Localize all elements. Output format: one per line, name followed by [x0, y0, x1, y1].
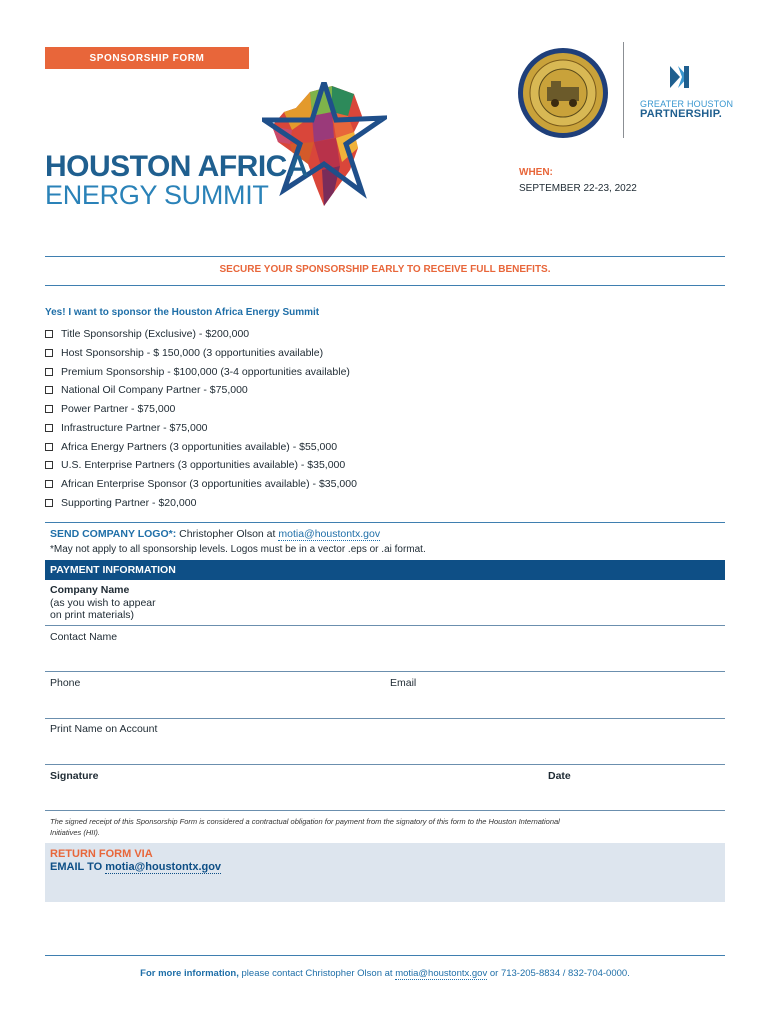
checkbox[interactable]	[45, 405, 53, 413]
return-heading: RETURN FORM VIA	[50, 848, 153, 860]
checkbox[interactable]	[45, 368, 53, 376]
footer-rule	[45, 955, 725, 956]
payment-heading: PAYMENT INFORMATION	[45, 560, 725, 580]
sponsorship-option[interactable]: Premium Sponsorship - $100,000 (3-4 opportunities available)	[45, 366, 350, 378]
phone-label: Phone	[50, 677, 81, 689]
event-title-line1: HOUSTON AFRICA	[45, 150, 308, 183]
date-label: Date	[548, 770, 571, 782]
return-email-line	[50, 861, 221, 873]
signature-label: Signature	[50, 770, 99, 782]
checkbox[interactable]	[45, 330, 53, 338]
footer-phone: or 713-205-8834 / 832-704-0000.	[487, 968, 630, 979]
sponsorship-option[interactable]: Supporting Partner - $20,000	[45, 497, 196, 509]
disclaimer-text: The signed receipt of this Sponsorship Form is considered a contractual obligation for payment from the signatory of this form to the Houston International Initiatives (HII).	[50, 817, 560, 837]
company-name-field[interactable]	[45, 625, 725, 626]
logo-format-note: *May not apply to all sponsorship levels. Logos must be in a vector .eps or .ai format.	[50, 544, 426, 555]
event-title-line2: ENERGY SUMMIT	[45, 180, 269, 210]
company-name-sublabel: on print materials)	[50, 609, 135, 621]
company-name-label: Company Name	[50, 584, 130, 596]
partner-name-line1: GREATER HOUSTON	[640, 99, 734, 109]
options-heading: Yes! I want to sponsor the Houston Africa Energy Summit	[45, 307, 320, 318]
footer-text: please contact Christopher Olson at	[238, 968, 396, 979]
send-logo-line	[50, 528, 380, 540]
logo-email-link[interactable]: motia@houstontx.gov	[278, 528, 381, 540]
banner-top-rule	[45, 256, 725, 257]
signature-field[interactable]	[45, 810, 725, 811]
phone-email-field[interactable]	[45, 718, 725, 719]
africa-star-logo	[262, 82, 387, 212]
sponsorship-option[interactable]: Power Partner - $75,000	[45, 403, 175, 415]
logo-section-rule	[45, 522, 725, 523]
company-name-sublabel: (as you wish to appear	[50, 597, 156, 609]
send-logo-text: Christopher Olson at	[176, 528, 279, 540]
sponsorship-option[interactable]: U.S. Enterprise Partners (3 opportunities available) - $35,000	[45, 459, 345, 471]
banner-bottom-rule	[45, 285, 725, 286]
sponsorship-option[interactable]: Africa Energy Partners (3 opportunities available) - $55,000	[45, 441, 337, 453]
checkbox[interactable]	[45, 499, 53, 507]
return-email-link[interactable]: motia@houstontx.gov	[105, 861, 222, 873]
checkbox[interactable]	[45, 424, 53, 432]
footer-bold: For more information,	[140, 968, 239, 979]
checkbox[interactable]	[45, 461, 53, 469]
partner-name-line2: PARTNERSHIP.	[640, 108, 723, 120]
partnership-logo-icon	[668, 64, 694, 90]
checkbox[interactable]	[45, 443, 53, 451]
event-date: SEPTEMBER 22-23, 2022	[519, 183, 637, 194]
footer-email-link[interactable]: motia@houstontx.gov	[395, 968, 488, 979]
checkbox[interactable]	[45, 480, 53, 488]
sponsorship-option[interactable]: Infrastructure Partner - $75,000	[45, 422, 208, 434]
return-email-prefix: EMAIL TO	[50, 861, 106, 873]
checkbox[interactable]	[45, 349, 53, 357]
sponsorship-banner: SECURE YOUR SPONSORSHIP EARLY TO RECEIVE FULL BENEFITS.	[219, 264, 551, 275]
form-type-badge: SPONSORSHIP FORM	[45, 47, 249, 69]
sponsorship-option[interactable]: National Oil Company Partner - $75,000	[45, 384, 248, 396]
when-label: WHEN:	[519, 167, 553, 178]
contact-name-field[interactable]	[45, 671, 725, 672]
print-name-field[interactable]	[45, 764, 725, 765]
checkbox[interactable]	[45, 386, 53, 394]
contact-name-label: Contact Name	[50, 631, 118, 643]
header-divider	[623, 42, 624, 138]
city-seal-icon	[517, 47, 609, 139]
email-label: Email	[390, 677, 417, 689]
sponsorship-option[interactable]: African Enterprise Sponsor (3 opportunities available) - $35,000	[45, 478, 357, 490]
sponsorship-option[interactable]: Host Sponsorship - $ 150,000 (3 opportunities available)	[45, 347, 323, 359]
send-logo-label: SEND COMPANY LOGO*:	[50, 528, 177, 540]
print-name-label: Print Name on Account	[50, 723, 158, 735]
footer-contact	[45, 968, 725, 979]
sponsorship-option[interactable]: Title Sponsorship (Exclusive) - $200,000	[45, 328, 249, 340]
